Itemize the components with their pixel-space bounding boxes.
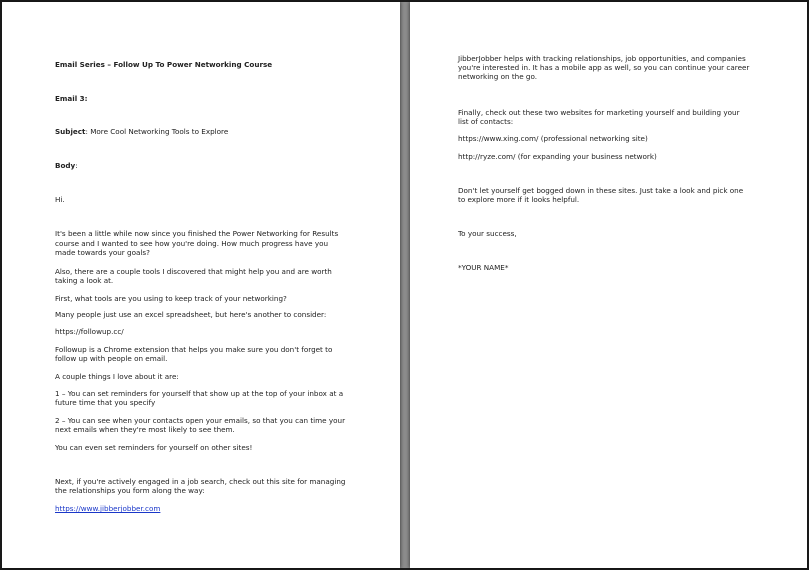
email-number: Email 3: <box>55 94 88 103</box>
jibberjobber-link[interactable]: https://www.jibberjobber.com <box>55 504 161 513</box>
paragraph-line: follow up with people on email. <box>55 354 168 363</box>
body-label: Body <box>55 161 76 170</box>
body-colon: : <box>75 161 78 170</box>
subject-value: : More Cool Networking Tools to Explore <box>85 127 229 136</box>
paragraph-line: course and I wanted to see how you're doing. How much progress have you <box>55 239 329 248</box>
paragraph-line: 2 – You can see when your contacts open your emails, so that you can time your <box>55 416 346 425</box>
sign-off: To your success, <box>458 229 517 238</box>
paragraph-line: next emails when they're most likely to see them. <box>55 425 235 434</box>
subject-line <box>55 127 228 137</box>
series-heading: Email Series – Follow Up To Power Networking Course <box>55 60 273 69</box>
paragraph-line: made towards your goals? <box>55 248 150 257</box>
page-right <box>410 2 807 568</box>
paragraph-line: Next, if you're actively engaged in a job search, check out this site for managing <box>55 477 346 486</box>
paragraph-line: Finally, check out these two websites for marketing yourself and building your <box>458 108 740 117</box>
paragraph-line: you're interested in. It has a mobile app as well, so you can continue your career <box>458 63 750 72</box>
paragraph-line: It's been a little while now since you finished the Power Networking for Results <box>55 229 339 238</box>
paragraph-line: networking on the go. <box>458 72 538 81</box>
subject-label: Subject <box>55 127 86 136</box>
followup-url: https://followup.cc/ <box>55 327 124 336</box>
paragraph-line: Followup is a Chrome extension that helps you make sure you don't forget to <box>55 345 333 354</box>
paragraph-line: list of contacts: <box>458 117 514 126</box>
paragraph-line: Don't let yourself get bogged down in these sites. Just take a look and pick one <box>458 186 744 195</box>
paragraph-line: Many people just use an excel spreadsheet, but here's another to consider: <box>55 310 327 319</box>
page-left <box>2 2 400 568</box>
paragraph-line: A couple things I love about it are: <box>55 372 179 381</box>
body-line <box>55 161 78 171</box>
paragraph-line: JibberJobber helps with tracking relationships, job opportunities, and companies <box>458 54 746 63</box>
paragraph-line: Also, there are a couple tools I discovered that might help you and are worth <box>55 267 332 276</box>
paragraph-line: You can even set reminders for yourself on other sites! <box>55 443 253 452</box>
greeting: Hi. <box>55 195 65 204</box>
paragraph-line: taking a look at. <box>55 276 114 285</box>
paragraph-line: future time that you specify <box>55 398 156 407</box>
paragraph-line: 1 – You can set reminders for yourself that show up at the top of your inbox at a <box>55 389 344 398</box>
paragraph-line: to explore more if it looks helpful. <box>458 195 580 204</box>
paragraph-line: First, what tools are you using to keep track of your networking? <box>55 294 287 303</box>
ryze-url: http://ryze.com/ (for expanding your business network) <box>458 152 657 161</box>
signature-placeholder: *YOUR NAME* <box>458 263 509 272</box>
xing-url: https://www.xing.com/ (professional networking site) <box>458 134 648 143</box>
paragraph-line: the relationships you form along the way: <box>55 486 205 495</box>
